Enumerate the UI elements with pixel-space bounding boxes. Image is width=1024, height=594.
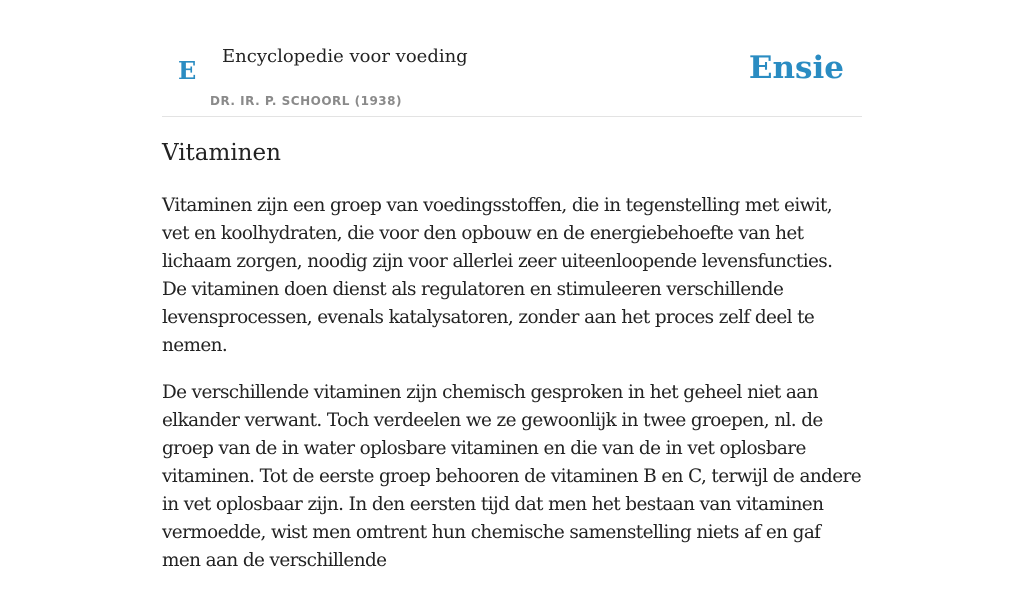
article-paragraph: Vitaminen zijn een groep van voedingsstoffen, die in tegenstelling met eiwit, vet en koolhydraten, die voor den opbouw en de energiebehoefte van het lichaam zorgen, noodig zijn voor allerlei zeer uiteenloopende levensfuncties. De vitaminen doen dienst als regulatoren en stimuleeren verschillende levensprocessen, evenals katalysatoren, zonder aan het proces zelf deel te nemen.	[162, 195, 833, 356]
book-logo[interactable]: E	[178, 56, 197, 85]
article-title: Vitaminen	[162, 140, 281, 166]
site-header	[162, 0, 862, 117]
book-author: DR. IR. P. SCHOORL (1938)	[210, 94, 402, 108]
ensie-logo[interactable]: Ensie	[748, 50, 844, 86]
article-body	[162, 192, 862, 594]
article-paragraph: De verschillende vitaminen zijn chemisch gesproken in het geheel niet aan elkander verwant. Toch verdeelen we ze gewoonlijk in twee groepen, nl. de groep van de in water oplosbare vitaminen en die van de in vet oplosbare vitaminen. Tot de eerste groep behooren de vitaminen B en C, terwijl de andere in vet oplosbaar zijn. In den eersten tijd dat men het bestaan van vitaminen vermoedde, wist men omtrent hun chemische samenstelling niets af en gaf men aan de verschillende	[162, 382, 861, 571]
book-title-link[interactable]: Encyclopedie voor voeding	[222, 46, 468, 67]
